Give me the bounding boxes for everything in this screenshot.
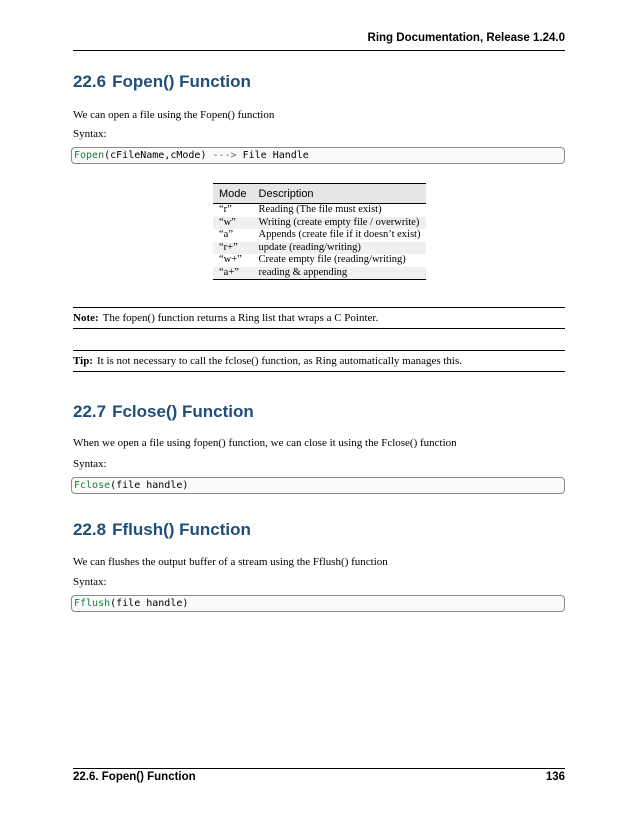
table-header-row	[213, 184, 426, 204]
code-args: (cFileName,cMode)	[104, 150, 213, 161]
syntax-label: Syntax:	[73, 576, 107, 588]
page-number: 136	[545, 771, 565, 783]
section-number: 22.8	[73, 520, 107, 539]
table-cell-description: Writing (create empty file / overwrite)	[253, 217, 427, 230]
syntax-label: Syntax:	[73, 128, 107, 140]
footer-section-title: 22.6. Fopen() Function	[73, 771, 196, 783]
table-header-description: Description	[253, 184, 427, 204]
section-heading-fclose	[73, 402, 254, 422]
table-cell-description: update (reading/writing)	[253, 242, 427, 255]
running-header: Ring Documentation, Release 1.24.0	[367, 32, 565, 44]
note-text: The fopen() function returns a Ring list that wraps a C Pointer.	[102, 312, 379, 324]
paragraph-fflush-intro: We can flushes the output buffer of a stream using the Fflush() function	[73, 556, 388, 568]
table-row	[213, 267, 426, 280]
section-heading-fflush	[73, 520, 251, 540]
table-cell-mode: “r+”	[213, 242, 253, 255]
header-rule	[73, 50, 565, 51]
table-row	[213, 204, 426, 217]
code-args: (file handle)	[110, 480, 189, 491]
table-cell-description: Appends (create file if it doesn’t exist)	[258, 229, 421, 240]
note-box	[73, 307, 565, 329]
tip-text: It is not necessary to call the fclose() function, as Ring automatically manages this.	[96, 355, 463, 367]
table-cell-mode: “r”	[219, 204, 232, 215]
table-cell-description: reading & appending	[253, 267, 427, 280]
table-cell-mode: “w”	[213, 217, 253, 230]
paragraph-fopen-intro: We can open a file using the Fopen() function	[73, 109, 275, 121]
code-block-fclose	[71, 477, 565, 494]
table-cell-mode: “w+”	[219, 254, 242, 265]
table-row	[213, 217, 426, 230]
section-number: 22.6	[73, 72, 107, 91]
table-row	[213, 254, 426, 267]
table-header-mode: Mode	[213, 184, 253, 204]
section-number: 22.7	[73, 402, 107, 421]
code-function: Fopen	[74, 150, 105, 161]
code-arrow: --->	[212, 150, 237, 161]
code-args: (file handle)	[110, 598, 189, 609]
tip-box	[73, 350, 565, 372]
file-mode-table	[213, 183, 426, 280]
syntax-label: Syntax:	[73, 458, 107, 470]
footer-rule	[73, 768, 565, 769]
table-cell-description: Reading (The file must exist)	[258, 204, 382, 215]
note-label: Note:	[73, 312, 99, 324]
code-rest: File Handle	[236, 150, 309, 161]
table-row	[213, 229, 426, 242]
table-cell-mode: “a+”	[213, 267, 253, 280]
code-block-fopen	[71, 147, 565, 164]
section-heading-fopen	[73, 72, 251, 92]
tip-label: Tip:	[73, 355, 93, 367]
code-function: Fclose	[74, 480, 111, 491]
paragraph-fclose-intro: When we open a file using fopen() function, we can close it using the Fclose() function	[73, 437, 457, 449]
code-block-fflush	[71, 595, 565, 612]
page-footer	[73, 771, 565, 783]
code-function: Fflush	[74, 598, 111, 609]
section-title: Fclose() Function	[112, 402, 254, 421]
section-title: Fflush() Function	[112, 520, 251, 539]
table-row	[213, 242, 426, 255]
table-cell-mode: “a”	[219, 229, 233, 240]
table-cell-description: Create empty file (reading/writing)	[258, 254, 406, 265]
section-title: Fopen() Function	[112, 72, 251, 91]
